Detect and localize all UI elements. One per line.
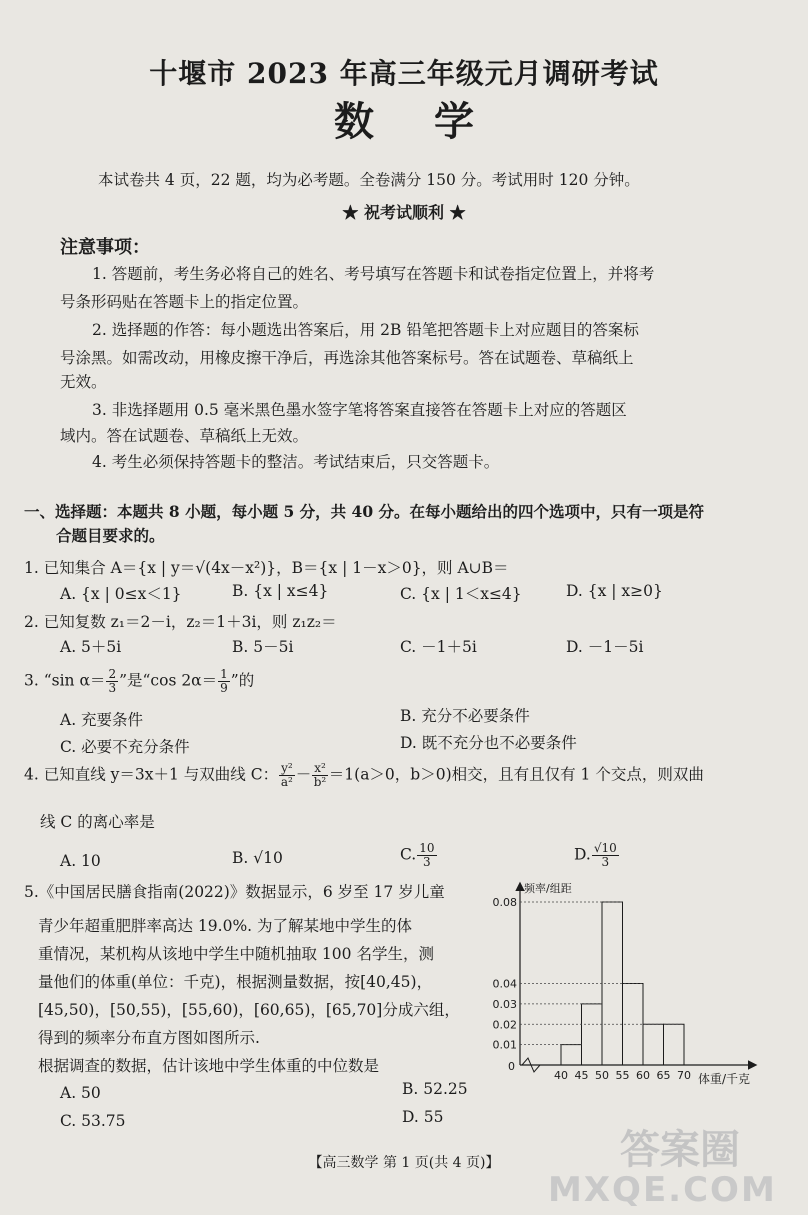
histogram-bar	[643, 1024, 664, 1065]
question-5-option-d: D. 55	[402, 1108, 444, 1126]
fraction	[279, 762, 295, 789]
question-5-option-a: A. 50	[60, 1084, 101, 1102]
notice-line: 号涂黑。如需改动，用橡皮擦干净后，再选涂其他答案标号。答在试题卷、草稿纸上	[60, 349, 634, 367]
fraction-numerator: 2	[108, 667, 117, 681]
question-5-line: [45,50)，[50,55)，[55,60)，[60,65)，[65,70]分成六组，	[38, 1001, 460, 1019]
question-5-line: 量他们的体重(单位：千克)，根据测量数据，按[40,45)，	[38, 973, 433, 991]
y-tick-label: 0.04	[492, 977, 517, 991]
fraction	[417, 842, 436, 869]
fraction-numerator: y²	[281, 761, 293, 775]
histogram-bar	[664, 1024, 685, 1065]
x-tick-label: 60	[636, 1069, 650, 1082]
notice-line: 域内。答在试题卷、草稿纸上无效。	[60, 427, 309, 445]
question-2-stem: 2. 已知复数 z₁＝2－i，z₂＝1＋3i，则 z₁z₂＝	[24, 613, 337, 631]
notice-heading: 注意事项：	[60, 237, 150, 258]
question-5-option-c: C. 53.75	[60, 1112, 126, 1130]
exam-intro: 本试卷共 4 页，22 题，均为必考题。全卷满分 150 分。考试用时 120 分钟。	[98, 171, 640, 189]
question-5-option-b: B. 52.25	[402, 1080, 468, 1098]
subject-title: 数学	[334, 98, 534, 145]
notice-line: 1. 答题前，考生务必将自己的姓名、考号填写在答题卡和试卷指定位置上，并将考	[92, 265, 655, 283]
fraction	[312, 762, 328, 789]
question-4-option-a: A. 10	[60, 852, 101, 870]
x-tick-label: 55	[615, 1069, 630, 1082]
question-1-stem: 1. 已知集合 A＝{x | y＝√(4x－x²)}，B＝{x | 1－x＞0}，则 A∪B＝	[24, 559, 509, 577]
fraction-numerator: 10	[419, 841, 435, 855]
question-3-option-a: A. 充要条件	[60, 711, 144, 729]
y-tick-label: 0.03	[492, 997, 517, 1011]
notice-line: 2. 选择题的作答：每小题选出答案后，用 2B 铅笔把答题卡上对应题目的答案标	[92, 321, 639, 339]
section-heading: 一、选择题：本题共 8 小题，每小题 5 分，共 40 分。在每小题给出的四个选项中，只有一项是符	[24, 502, 705, 521]
fraction-denominator: 3	[601, 855, 610, 869]
histogram-bar	[561, 1045, 582, 1065]
x-tick-label: 65	[656, 1069, 671, 1082]
notice-line: 无效。	[60, 373, 107, 391]
question-5-line: 重情况，某机构从该地中学生中随机抽取 100 名学生，测	[38, 945, 434, 963]
fraction	[106, 668, 118, 695]
fraction-denominator: 9	[220, 681, 228, 695]
question-4-option-c	[400, 842, 438, 869]
option-label: D.	[574, 845, 591, 864]
question-2-option-b: B. 5－5i	[232, 638, 294, 656]
question-4-stem-post: ＝1(a＞0，b＞0)相交，且有且仅有 1 个交点，则双曲	[328, 765, 704, 784]
x-tick-label: 40	[554, 1069, 568, 1082]
notice-line: 4. 考生必须保持答题卡的整洁。考试结束后，只交答题卡。	[92, 453, 500, 471]
question-4-stem-pre: 4. 已知直线 y＝3x＋1 与双曲线 C：	[24, 765, 279, 784]
question-2-option-a: A. 5＋5i	[60, 638, 122, 656]
fraction-denominator: b²	[313, 775, 327, 789]
origin-label: 0	[508, 1060, 515, 1073]
question-3-option-b: B. 充分不必要条件	[400, 707, 530, 725]
notice-line: 号条形码贴在答题卡上的指定位置。	[60, 293, 309, 311]
question-3-option-c: C. 必要不充分条件	[60, 738, 190, 756]
question-3-stem-pre: 3. “sin α＝	[24, 671, 106, 690]
section-heading-cont: 合题目要求的。	[56, 526, 165, 545]
question-5-line: 得到的频率分布直方图如图所示.	[38, 1029, 260, 1047]
good-luck-banner: ★ 祝考试顺利 ★	[342, 203, 466, 222]
page-footer: 【高三数学 第 1 页(共 4 页)】	[308, 1155, 500, 1171]
question-3-stem-mid: ”是“cos 2α＝	[119, 671, 218, 690]
fraction-denominator: a²	[280, 775, 293, 789]
question-3-option-d: D. 既不充分也不必要条件	[400, 734, 577, 752]
x-tick-label: 45	[574, 1069, 589, 1082]
fraction	[218, 668, 230, 695]
question-5-line: 青少年超重肥胖率高达 19.0%. 为了解某地中学生的体	[38, 917, 413, 935]
question-1-option-c: C. {x | 1＜x≤4}	[400, 585, 522, 603]
question-5-line: 5.《中国居民膳食指南(2022)》数据显示，6 岁至 17 岁儿童	[24, 883, 445, 901]
question-4-stem-cont: 线 C 的离心率是	[40, 813, 155, 831]
frequency-histogram	[492, 876, 780, 1088]
fraction-numerator: x²	[314, 761, 326, 775]
question-4-option-b: B. √10	[232, 849, 283, 867]
exam-title: 十堰市 2023 年高三年级元月调研考试	[149, 57, 659, 90]
question-4-stem	[24, 762, 704, 789]
option-label: C.	[400, 845, 417, 864]
watermark-logo: 答案圈	[620, 1127, 740, 1173]
y-tick-label: 0.08	[492, 896, 517, 909]
y-tick-label: 0.01	[492, 1038, 517, 1052]
fraction	[592, 842, 619, 869]
fraction-numerator: √10	[593, 841, 617, 855]
question-1-option-d: D. {x | x≥0}	[566, 582, 663, 600]
x-tick-label: 70	[677, 1069, 691, 1082]
question-1-option-b: B. {x | x≤4}	[232, 582, 329, 600]
question-1-option-a: A. {x | 0≤x＜1}	[60, 585, 182, 603]
minus-sign: －	[295, 765, 312, 784]
question-3-stem	[24, 668, 254, 695]
fraction-denominator: 3	[423, 855, 431, 869]
question-5-line: 根据调查的数据，估计该地中学生体重的中位数是	[38, 1057, 380, 1075]
histogram-bar	[582, 1004, 603, 1065]
question-2-option-c: C. －1＋5i	[400, 638, 477, 656]
x-axis-label: 体重/千克	[698, 1072, 751, 1086]
x-tick-label: 50	[595, 1069, 609, 1082]
question-4-option-d	[574, 842, 620, 869]
fraction-denominator: 3	[108, 681, 117, 695]
question-2-option-d: D. －1－5i	[566, 638, 644, 656]
fraction-numerator: 1	[220, 667, 228, 681]
y-tick-label: 0.02	[492, 1018, 517, 1032]
y-axis-label: 频率/组距	[524, 882, 572, 895]
question-3-stem-post: ”的	[230, 671, 255, 690]
notice-line: 3. 非选择题用 0.5 毫米黑色墨水签字笔将答案直接答在答题卡上对应的答题区	[92, 401, 627, 419]
watermark-url: MXQE.COM	[548, 1170, 777, 1210]
